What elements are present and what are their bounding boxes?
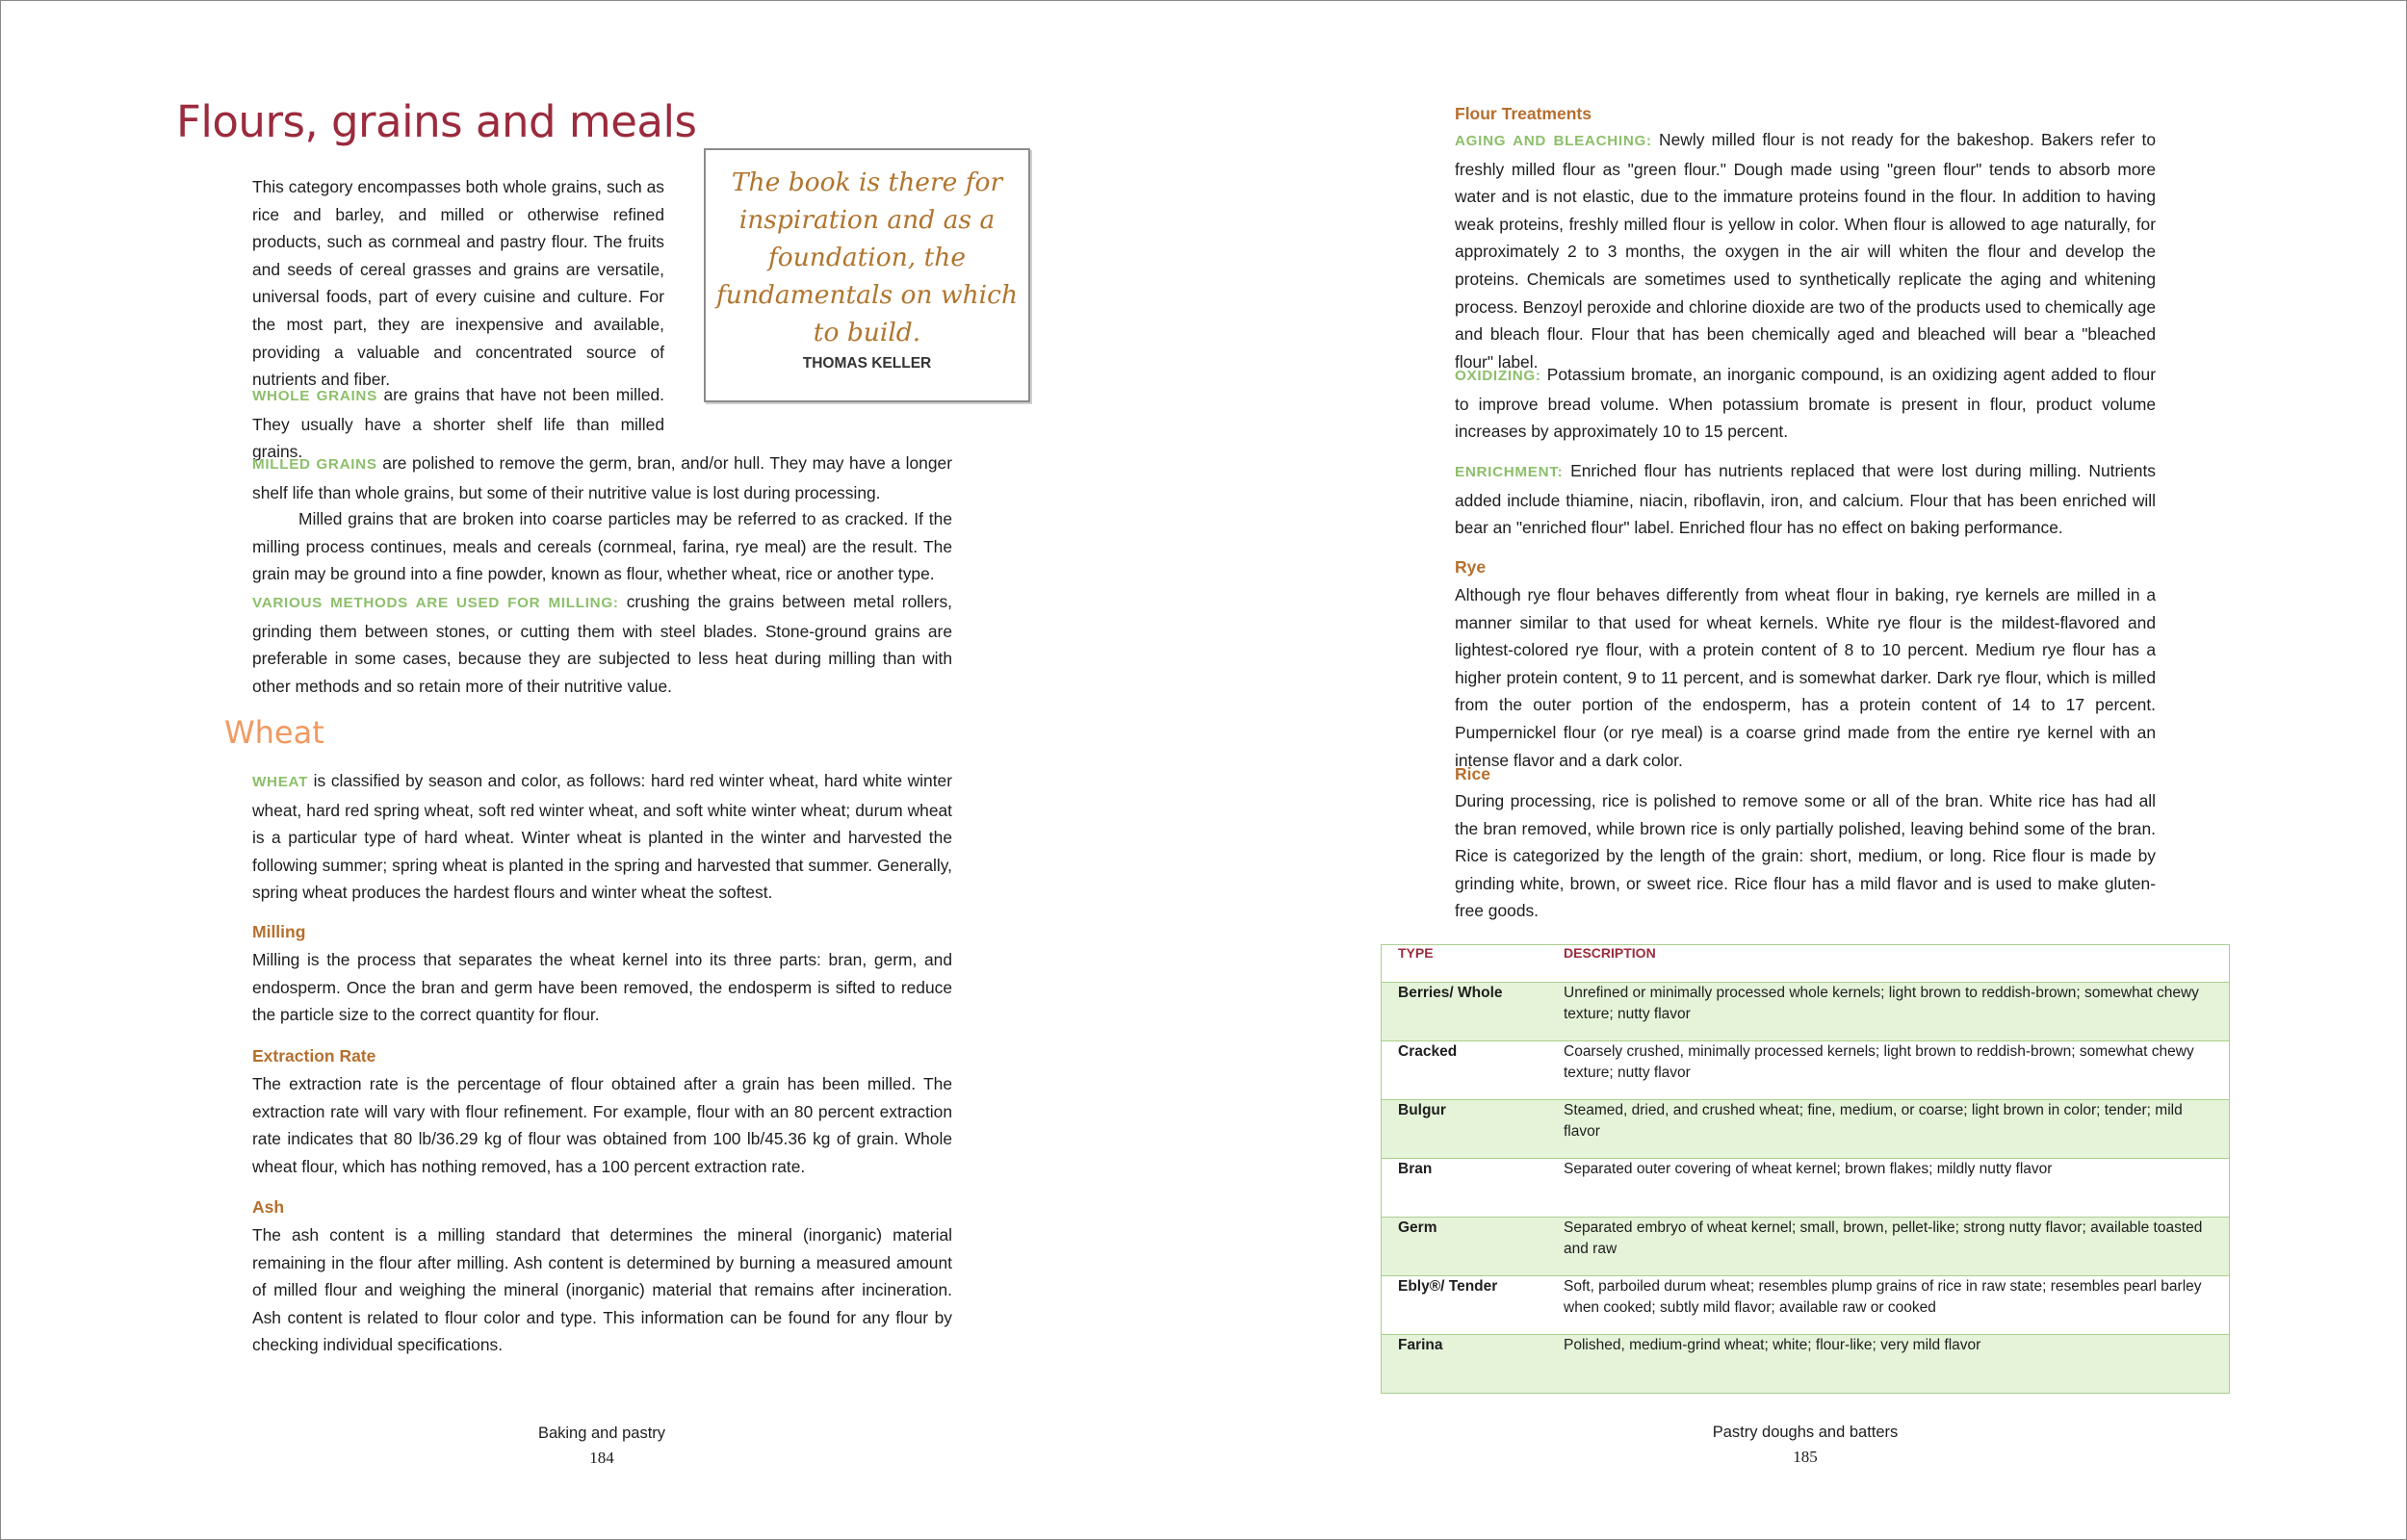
table-cell-type: Cracked bbox=[1382, 1041, 1564, 1100]
whole-grains-label: WHOLE GRAINS bbox=[252, 388, 377, 404]
table-cell-description: Coarsely crushed, minimally processed kernels; light brown to reddish-brown; somewhat chewy texture; nutty flavor bbox=[1564, 1041, 2229, 1100]
milling-methods-text: crushing the grains between metal rollers, grinding them between stones, or cutting them with steel blades. Stone-ground grains are preferable in some cases, because they are subjected to less heat during milling than with other methods and so retain more of their nutritive value. bbox=[252, 592, 952, 696]
milling-methods-paragraph bbox=[252, 588, 952, 700]
right-footer-title: Pastry doughs and batters bbox=[1712, 1424, 1899, 1441]
subheading-flour-treatments: Flour Treatments bbox=[1455, 104, 1592, 123]
wheat-label: WHEAT bbox=[252, 774, 309, 790]
subheading-rye: Rye bbox=[1455, 557, 1487, 577]
table-header-description: DESCRIPTION bbox=[1564, 945, 2229, 983]
milling-methods-label: VARIOUS METHODS ARE USED FOR MILLING: bbox=[252, 595, 619, 611]
table-row bbox=[1382, 983, 2229, 1041]
whole-grains-text: are grains that have not been milled. They usually have a shorter shelf life than milled grains. bbox=[252, 385, 664, 462]
left-page-number: 184 bbox=[589, 1449, 614, 1467]
table-cell-type: Bran bbox=[1382, 1159, 1564, 1218]
table-cell-description: Separated outer covering of wheat kernel; brown flakes; mildly nutty flavor bbox=[1564, 1159, 2229, 1218]
table-cell-description: Steamed, dried, and crushed wheat; fine, medium, or coarse; light brown in color; tender; mild flavor bbox=[1564, 1100, 2229, 1159]
left-footer-title: Baking and pastry bbox=[537, 1424, 666, 1442]
table-cell-description: Soft, parboiled durum wheat; resembles plump grains of rice in raw state; resembles pearl barley when cooked; subtly mild flavor; available raw or cooked bbox=[1564, 1276, 2229, 1335]
section-title-wheat: Wheat bbox=[224, 714, 324, 751]
right-page-number: 185 bbox=[1793, 1448, 1818, 1466]
enrichment-label: ENRICHMENT: bbox=[1455, 464, 1564, 480]
intro-paragraph: This category encompasses both whole grains, such as rice and barley, and milled or otherwise refined products, such as cornmeal and pastry flour. The fruits and seeds of cereal grasses and grains are versatile, universal foods, part of every cuisine and culture. For the most part, they are inexpensive and available, providing a valuable and concentrated source of nutrients and fiber. bbox=[252, 177, 664, 390]
table-row bbox=[1382, 1276, 2229, 1335]
table-cell-description: Polished, medium-grind wheat; white; flour-like; very mild flavor bbox=[1564, 1335, 2229, 1394]
table-cell-type: Germ bbox=[1382, 1218, 1564, 1276]
rice-paragraph: During processing, rice is polished to remove some or all of the bran. White rice has had all the bran removed, while brown rice is only partially polished, leaving behind some of the bran. Rice is categorized by the length of the grain: short, medium, or long. Rice flour is made by grinding white, brown, or sweet rice. Rice flour has a mild flavor and is used to make gluten-free goods. bbox=[1455, 791, 2156, 921]
table-cell-type: Bulgur bbox=[1382, 1100, 1564, 1159]
table-row bbox=[1382, 1335, 2229, 1394]
oxidizing-paragraph bbox=[1455, 361, 2156, 446]
table-row bbox=[1382, 1100, 2229, 1159]
table-cell-type: Ebly®/ Tender bbox=[1382, 1276, 1564, 1335]
aging-bleaching-text: Newly milled flour is not ready for the bakeshop. Bakers refer to freshly milled flour as "green flour." Dough made using "green flour" tends to absorb more water and is not elastic, due to the immature proteins found in the flour. In addition to having weak proteins, freshly milled flour is yellow in color. When flour is allowed to age naturally, for approximately 2 to 3 months, the oxygen in the air will whiten the flour and develop the proteins. Chemicals are sometimes used to synthetically replicate the aging and whitening process. Benzoyl peroxide and chlorine dioxide are two of the products used to chemically age and bleach flour. Flour that has been chemically aged and bleached will bear a "bleached flour" label. bbox=[1455, 130, 2156, 372]
enrichment-text: Enriched flour has nutrients replaced that were lost during milling. Nutrients added include thiamine, niacin, riboflavin, iron, and calcium. Flour that has been enriched will bear an "enriched flour" label. Enriched flour has no effect on baking performance. bbox=[1455, 461, 2156, 538]
milled-grains-paragraph-2: Milled grains that are broken into coarse particles may be referred to as cracked. If the milling process continues, meals and cereals (cornmeal, farina, rye meal) are the result. The grain may be ground into a fine powder, known as flour, whether wheat, rice or another type. bbox=[252, 509, 952, 584]
ash-paragraph: The ash content is a milling standard that determines the mineral (inorganic) material remaining in the flour after milling. Ash content is determined by burning a measured amount of milled flour and weighing the mineral (inorganic) material that remains after incineration. Ash content is related to flour color and type. This information can be found for any flour by checking individual specifications. bbox=[252, 1225, 952, 1355]
enrichment-paragraph bbox=[1455, 457, 2156, 542]
subheading-ash: Ash bbox=[252, 1197, 285, 1217]
milled-grains-paragraph bbox=[252, 449, 952, 506]
table-cell-description: Unrefined or minimally processed whole kernels; light brown to reddish-brown; somewhat chewy texture; nutty flavor bbox=[1564, 983, 2229, 1041]
pull-quote-box bbox=[704, 148, 1030, 402]
table-header-type: TYPE bbox=[1382, 945, 1564, 983]
grain-types-table bbox=[1381, 944, 2230, 1394]
page-title: Flours, grains and meals bbox=[176, 96, 697, 147]
table-row bbox=[1382, 1218, 2229, 1276]
milled-grains-text: are polished to remove the germ, bran, and/or hull. They may have a longer shelf life than whole grains, but some of their nutritive value is lost during processing. bbox=[252, 453, 952, 502]
table-row bbox=[1382, 1159, 2229, 1218]
pull-quote-text: The book is there for inspiration and as a foundation, the fundamentals on which to build. bbox=[715, 167, 1019, 347]
subheading-milling: Milling bbox=[252, 922, 306, 941]
pull-quote-author: THOMAS KELLER bbox=[802, 355, 932, 372]
wheat-text: is classified by season and color, as follows: hard red winter wheat, hard white winter wheat, hard red spring wheat, soft red winter wheat, and soft white winter wheat; durum wheat is a particular type of hard wheat. Winter wheat is planted in the winter and harvested the following summer; spring wheat is planted in the spring and harvested that summer. Generally, spring wheat produces the hardest flours and winter wheat the softest. bbox=[252, 771, 952, 903]
oxidizing-text: Potassium bromate, an inorganic compound, is an oxidizing agent added to flour to improve bread volume. When potassium bromate is present in flour, product volume increases by approximately 10 to 15 percent. bbox=[1455, 365, 2156, 442]
milled-grains-label: MILLED GRAINS bbox=[252, 456, 377, 473]
table-cell-type: Berries/ Whole bbox=[1382, 983, 1564, 1041]
subheading-extraction-rate: Extraction Rate bbox=[252, 1046, 376, 1065]
table-header-row bbox=[1382, 945, 2229, 983]
left-footer bbox=[457, 1424, 746, 1468]
wheat-paragraph bbox=[252, 767, 952, 907]
oxidizing-label: OXIDIZING: bbox=[1455, 368, 1541, 384]
table-cell-description: Separated embryo of wheat kernel; small, brown, pellet-like; strong nutty flavor; available toasted and raw bbox=[1564, 1218, 2229, 1276]
aging-bleaching-label: AGING AND BLEACHING: bbox=[1455, 133, 1652, 149]
table-cell-type: Farina bbox=[1382, 1335, 1564, 1394]
right-footer bbox=[1661, 1424, 1950, 1467]
milling-paragraph: Milling is the process that separates the wheat kernel into its three parts: bran, germ, and endosperm. Once the bran and germ have been removed, the endosperm is sifted to reduce the particle size to the correct quantity for flour. bbox=[252, 950, 952, 1025]
subheading-rice: Rice bbox=[1455, 764, 1490, 783]
rye-paragraph: Although rye flour behaves differently from wheat flour in baking, rye kernels are milled in a manner similar to that used for wheat kernels. White rye flour is the mildest-flavored and lightest-colored rye flour, with a protein content of 8 to 10 percent. Medium rye flour has a higher protein content, 9 to 11 percent, and is somewhat darker. Dark rye flour, which is milled from the outer portion of the endosperm, has a protein content of 14 to 17 percent. Pumpernickel flour (or rye meal) is a coarse grind made from the entire rye kernel with an intense flavor and a dark color. bbox=[1455, 585, 2156, 770]
aging-bleaching-paragraph bbox=[1455, 126, 2156, 375]
extraction-rate-paragraph: The extraction rate is the percentage of flour obtained after a grain has been milled. The extraction rate will vary with flour refinement. For example, flour with an 80 percent extraction rate indicates that 80 lb/36.29 kg of flour was obtained from 100 lb/45.36 kg of grain. Whole wheat flour, which has nothing removed, has a 100 percent extraction rate. bbox=[252, 1074, 952, 1176]
table-row bbox=[1382, 1041, 2229, 1100]
